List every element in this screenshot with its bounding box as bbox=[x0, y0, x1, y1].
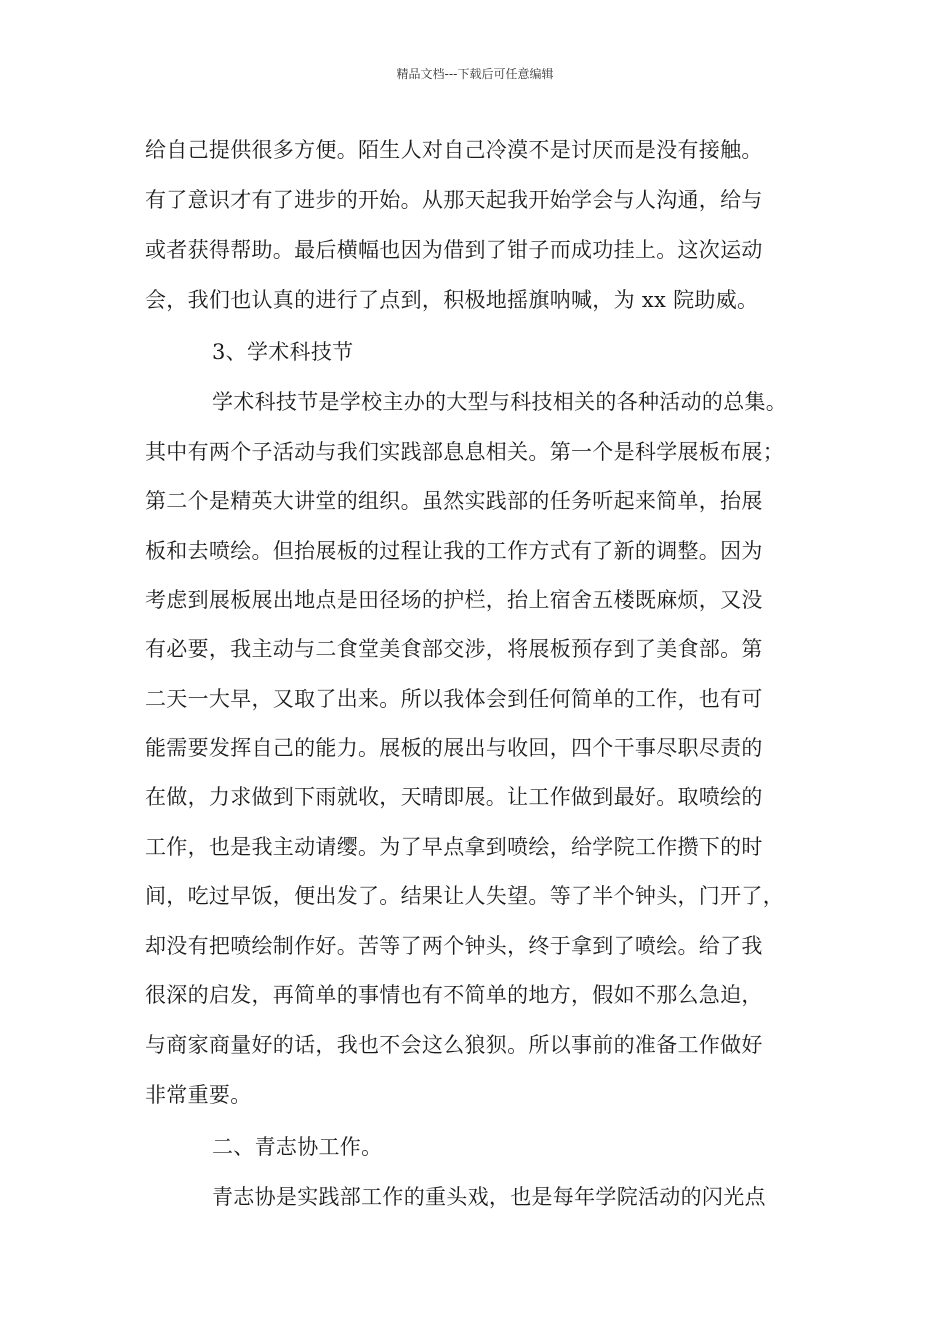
paragraph-line: 间，吃过早饭，便出发了。结果让人失望。等了半个钟头，门开了， bbox=[145, 884, 784, 908]
paragraph-line: 第二个是精英大讲堂的组织。虽然实践部的任务听起来简单，抬展 bbox=[145, 489, 763, 513]
paragraph-line: 非常重要。 bbox=[145, 1083, 252, 1107]
paragraph-line: 能需要发挥自己的能力。展板的展出与收回，四个干事尽职尽责的 bbox=[145, 736, 763, 760]
paragraph-line: 学术科技节是学校主办的大型与科技相关的各种活动的总集。 bbox=[212, 390, 788, 414]
page-header: 精品文档---下载后可任意编辑 bbox=[396, 67, 554, 81]
paragraph-line: 板和去喷绘。但抬展板的过程让我的工作方式有了新的调整。因为 bbox=[145, 539, 763, 563]
paragraph-line: 在做，力求做到下雨就收，天晴即展。让工作做到最好。取喷绘的 bbox=[145, 785, 763, 809]
paragraph-line: 二天一大早，又取了出来。所以我体会到任何简单的工作，也有可 bbox=[145, 687, 763, 711]
paragraph-line: 青志协是实践部工作的重头戏，也是每年学院活动的闪光点 bbox=[212, 1185, 766, 1209]
paragraph-line: 工作，也是我主动请缨。为了早点拿到喷绘，给学院工作攒下的时 bbox=[145, 835, 763, 859]
paragraph-line: 有了意识才有了进步的开始。从那天起我开始学会与人沟通，给与 bbox=[145, 188, 763, 212]
paragraph-line: 或者获得帮助。最后横幅也因为借到了钳子而成功挂上。这次运动 bbox=[145, 238, 763, 262]
paragraph-line: 给自己提供很多方便。陌生人对自己冷漠不是讨厌而是没有接触。 bbox=[145, 138, 763, 162]
paragraph-line: 与商家商量好的话，我也不会这么狼狈。所以事前的准备工作做好 bbox=[145, 1033, 763, 1057]
paragraph-line: 其中有两个子活动与我们实践部息息相关。第一个是科学展板布展； bbox=[145, 440, 784, 464]
paragraph-line: 很深的启发，再简单的事情也有不简单的地方，假如不那么急迫， bbox=[145, 983, 763, 1007]
paragraph-line: 考虑到展板展出地点是田径场的护栏，抬上宿舍五楼既麻烦，又没 bbox=[145, 588, 763, 612]
section-heading: 3、学术科技节 bbox=[212, 340, 354, 364]
paragraph-line: 却没有把喷绘制作好。苦等了两个钟头，终于拿到了喷绘。给了我 bbox=[145, 934, 763, 958]
paragraph-line: 会，我们也认真的进行了点到，积极地摇旗呐喊，为 xx 院助威。 bbox=[145, 288, 759, 312]
section-heading: 二、青志协工作。 bbox=[212, 1135, 383, 1159]
paragraph-line: 有必要，我主动与二食堂美食部交涉，将展板预存到了美食部。第 bbox=[145, 637, 763, 661]
